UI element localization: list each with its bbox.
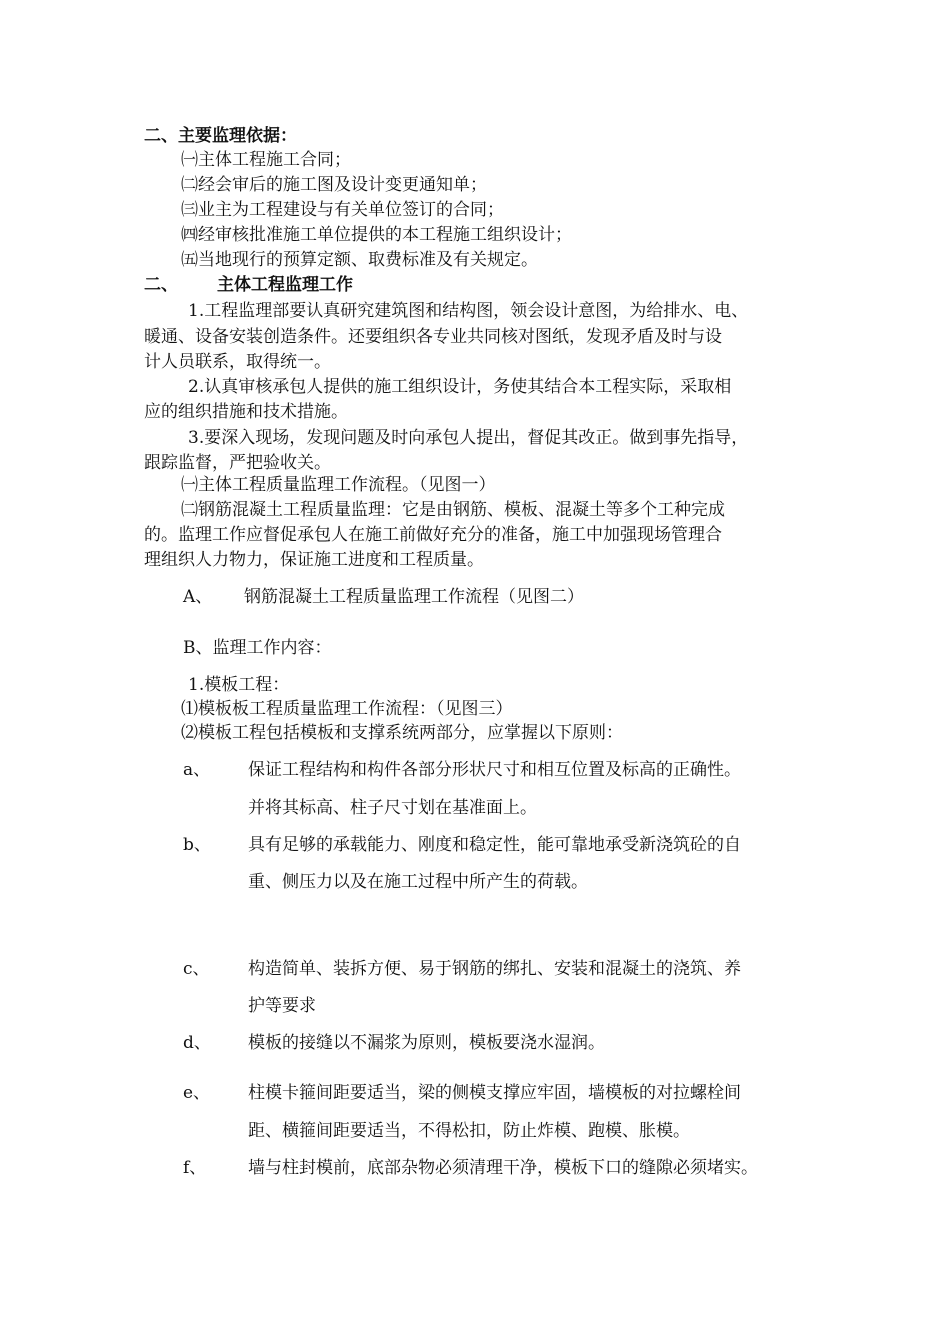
section-a-label: A、	[183, 587, 213, 607]
principle-line: 模板的接缝以不漏浆为原则，模板要浇水湿润。	[248, 1033, 605, 1053]
formwork-title: 1.模板工程：	[188, 675, 290, 695]
section-a-text: 钢筋混凝土工程质量监理工作流程（见图二）	[244, 587, 584, 607]
principle-line: 柱模卡箍间距要适当，梁的侧模支撑应牢固，墙模板的对拉螺栓间	[248, 1083, 741, 1103]
paragraph-line: ㈡钢筋混凝土工程质量监理：它是由钢筋、模板、混凝土等多个工种完成	[181, 500, 725, 520]
principle-line: 距、横箍间距要适当，不得松扣，防止炸模、跑模、胀模。	[248, 1121, 690, 1141]
principle-line: 具有足够的承载能力、刚度和稳定性，能可靠地承受新浇筑砼的自	[248, 835, 741, 855]
paragraph-line: 理组织人力物力，保证施工进度和工程质量。	[144, 550, 484, 570]
paragraph-line: 3.要深入现场，发现问题及时向承包人提出，督促其改正。做到事先指导，	[188, 428, 749, 448]
principle-line: 重、侧压力以及在施工过程中所产生的荷载。	[248, 872, 588, 892]
basis-item: ㈣经审核批准施工单位提供的本工程施工组织设计；	[181, 225, 572, 245]
paragraph-line: 2.认真审核承包人提供的施工组织设计，务使其结合本工程实际，采取相	[188, 377, 732, 397]
principle-line: 构造简单、装拆方便、易于钢筋的绑扎、安装和混凝土的浇筑、养	[248, 959, 741, 979]
principle-line: 墙与柱封模前，底部杂物必须清理干净，模板下口的缝隙必须堵实。	[248, 1158, 758, 1178]
paragraph-line: 应的组织措施和技术措施。	[144, 402, 348, 422]
basis-item: ㈢业主为工程建设与有关单位签订的合同；	[181, 200, 504, 220]
principle-line: 护等要求	[248, 996, 316, 1016]
paragraph-line: 计人员联系，取得统一。	[144, 352, 331, 372]
principle-label: b、	[183, 835, 211, 855]
formwork-sub-item: ⑵模板工程包括模板和支撑系统两部分，应掌握以下原则：	[181, 723, 623, 743]
formwork-sub-item: ⑴模板板工程质量监理工作流程：（见图三）	[181, 699, 513, 719]
main-work-heading: 主体工程监理工作	[217, 275, 353, 295]
principle-label: f、	[183, 1158, 207, 1178]
paragraph-line: 跟踪监督，严把验收关。	[144, 453, 331, 473]
list-item: ㈠主体工程质量监理工作流程。（见图一）	[181, 475, 496, 495]
main-work-heading-number: 二、	[144, 275, 178, 295]
basis-item: ㈤当地现行的预算定额、取费标准及有关规定。	[181, 250, 538, 270]
section-b-heading: B、监理工作内容：	[183, 638, 332, 658]
principle-label: a、	[183, 760, 211, 780]
paragraph-line: 暖通、设备安装创造条件。还要组织各专业共同核对图纸，发现矛盾及时与设	[144, 327, 722, 347]
principle-label: c、	[183, 959, 210, 979]
paragraph-line: 的。监理工作应督促承包人在施工前做好充分的准备，施工中加强现场管理合	[144, 525, 722, 545]
basis-item: ㈠主体工程施工合同；	[181, 150, 351, 170]
principle-label: d、	[183, 1033, 211, 1053]
principle-line: 并将其标高、柱子尺寸划在基准面上。	[248, 798, 537, 818]
basis-item: ㈡经会审后的施工图及设计变更通知单；	[181, 175, 487, 195]
basis-heading: 二、主要监理依据：	[144, 126, 297, 146]
paragraph-line: 1.工程监理部要认真研究建筑图和结构图，领会设计意图，为给排水、电、	[188, 301, 749, 321]
principle-line: 保证工程结构和构件各部分形状尺寸和相互位置及标高的正确性。	[248, 760, 741, 780]
principle-label: e、	[183, 1083, 211, 1103]
